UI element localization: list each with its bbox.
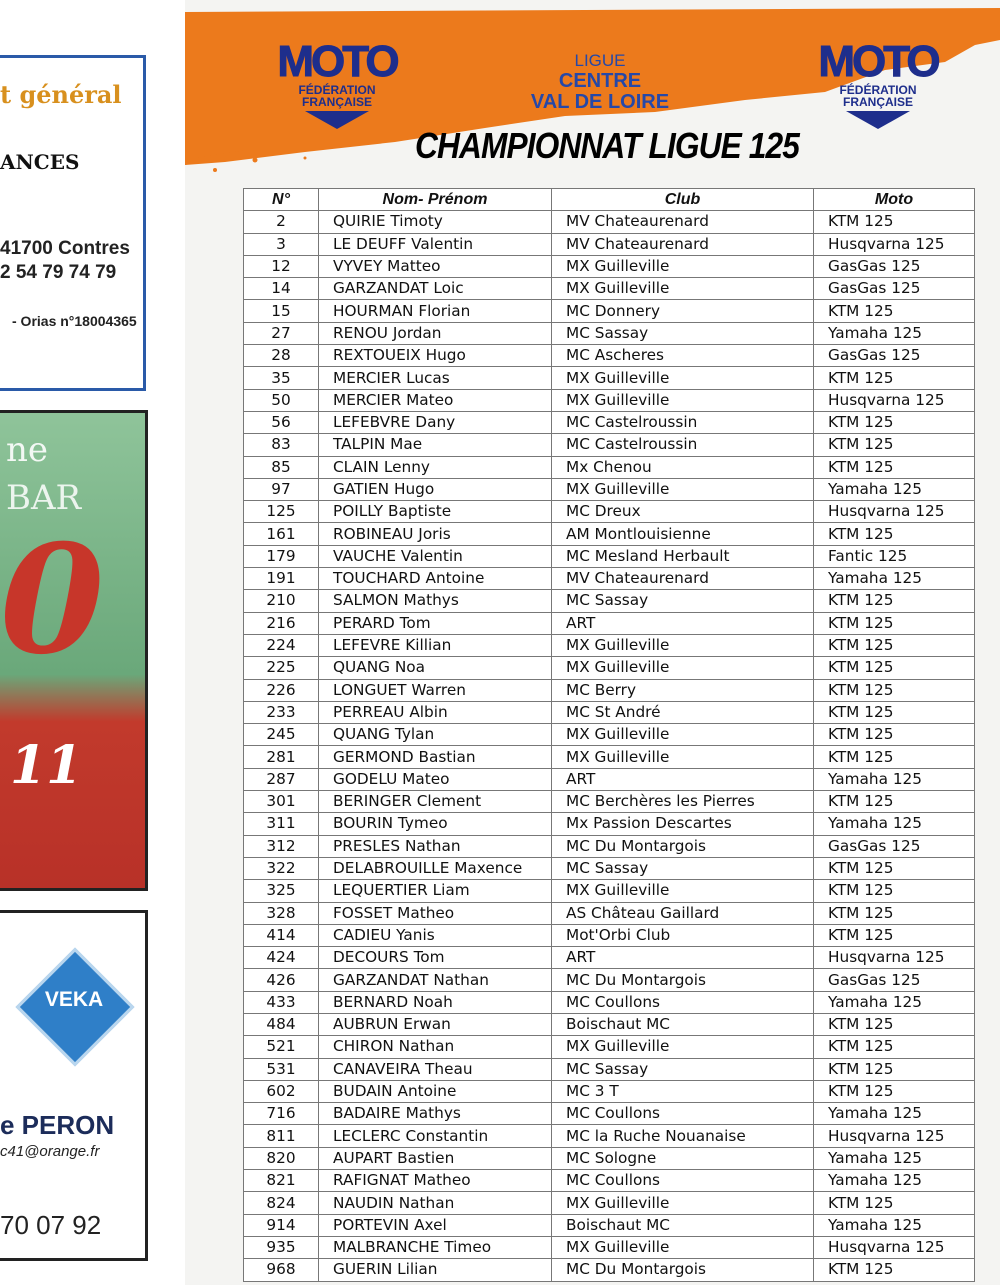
table-row — [244, 1013, 975, 1035]
ffm-logo-right-moto: MOTO — [818, 37, 938, 86]
rider-name: BOURIN Tymeo — [319, 813, 552, 835]
page-title: CHAMPIONNAT LIGUE 125 — [415, 125, 800, 166]
rider-moto: KTM 125 — [814, 1080, 975, 1102]
rider-moto: GasGas 125 — [814, 835, 975, 857]
table-row — [244, 634, 975, 656]
rider-moto: Husqvarna 125 — [814, 233, 975, 255]
ad-veka-name: e PERON — [0, 1110, 115, 1140]
table-row — [244, 322, 975, 344]
rider-moto: KTM 125 — [814, 724, 975, 746]
rider-moto: KTM 125 — [814, 791, 975, 813]
rider-moto: KTM 125 — [814, 523, 975, 545]
rider-club: MC Sologne — [552, 1147, 814, 1169]
rider-moto: Husqvarna 125 — [814, 501, 975, 523]
ad-insurance-title: t général — [0, 80, 122, 109]
rider-name: NAUDIN Nathan — [319, 1192, 552, 1214]
adjacent-page-ads — [0, 0, 185, 1285]
rider-moto: KTM 125 — [814, 367, 975, 389]
rider-number: 210 — [244, 590, 319, 612]
rider-moto: KTM 125 — [814, 1013, 975, 1035]
rider-moto: Yamaha 125 — [814, 1103, 975, 1125]
rider-club: MX Guilleville — [552, 657, 814, 679]
ad-insurance-orias: - Orias n°18004365 — [12, 313, 137, 329]
table-row — [244, 456, 975, 478]
rider-club: MC la Ruche Nouanaise — [552, 1125, 814, 1147]
rider-club: MC Coullons — [552, 1103, 814, 1125]
ad-bar-line2: BAR — [6, 478, 82, 518]
table-body — [244, 211, 975, 1281]
rider-club: MX Guilleville — [552, 478, 814, 500]
rider-moto: Yamaha 125 — [814, 568, 975, 590]
rider-name: DELABROUILLE Maxence — [319, 857, 552, 879]
rider-name: BADAIRE Mathys — [319, 1103, 552, 1125]
table-row — [244, 367, 975, 389]
rider-club: MC Coullons — [552, 991, 814, 1013]
rider-number: 968 — [244, 1259, 319, 1281]
table-row — [244, 902, 975, 924]
rider-number: 3 — [244, 233, 319, 255]
rider-number: 97 — [244, 478, 319, 500]
rider-name: LONGUET Warren — [319, 679, 552, 701]
table-row — [244, 924, 975, 946]
table-row — [244, 1147, 975, 1169]
rider-moto: KTM 125 — [814, 924, 975, 946]
rider-club: Mot'Orbi Club — [552, 924, 814, 946]
rider-club: MC Berchères les Pierres — [552, 791, 814, 813]
rider-club: ART — [552, 612, 814, 634]
rider-club: ART — [552, 768, 814, 790]
rider-moto: KTM 125 — [814, 1036, 975, 1058]
rider-name: LECLERC Constantin — [319, 1125, 552, 1147]
table-row — [244, 947, 975, 969]
rider-name: LE DEUFF Valentin — [319, 233, 552, 255]
ad-bar-day: 11 — [10, 735, 83, 796]
rider-name: VAUCHE Valentin — [319, 545, 552, 567]
rider-club: MX Guilleville — [552, 1236, 814, 1258]
table-row — [244, 1192, 975, 1214]
table-row — [244, 1103, 975, 1125]
header-name: Nom- Prénom — [319, 189, 552, 211]
rider-name: SALMON Mathys — [319, 590, 552, 612]
rider-moto: Husqvarna 125 — [814, 1236, 975, 1258]
rider-club: MC Sassay — [552, 857, 814, 879]
table-row — [244, 679, 975, 701]
rider-name: CHIRON Nathan — [319, 1036, 552, 1058]
table-row — [244, 724, 975, 746]
rider-moto: KTM 125 — [814, 746, 975, 768]
rider-name: MERCIER Lucas — [319, 367, 552, 389]
rider-moto: KTM 125 — [814, 612, 975, 634]
table-row — [244, 1259, 975, 1281]
rider-number: 85 — [244, 456, 319, 478]
rider-number: 12 — [244, 255, 319, 277]
header-club: Club — [552, 189, 814, 211]
rider-moto: KTM 125 — [814, 902, 975, 924]
ffm-chevron-icon — [305, 111, 369, 129]
rider-number: 14 — [244, 278, 319, 300]
table-row — [244, 1058, 975, 1080]
rider-name: PRESLES Nathan — [319, 835, 552, 857]
rider-moto: KTM 125 — [814, 857, 975, 879]
table-row — [244, 300, 975, 322]
table-row — [244, 1170, 975, 1192]
ffm-logo-right-francaise: FRANÇAISE — [842, 95, 913, 109]
table-header-row — [244, 189, 975, 211]
rider-club: Boischaut MC — [552, 1013, 814, 1035]
ffm-chevron-icon — [846, 111, 910, 129]
table-row — [244, 411, 975, 433]
table-row — [244, 612, 975, 634]
rider-moto: GasGas 125 — [814, 278, 975, 300]
rider-number: 935 — [244, 1236, 319, 1258]
rider-name: GODELU Mateo — [319, 768, 552, 790]
rider-name: BUDAIN Antoine — [319, 1080, 552, 1102]
rider-club: Mx Chenou — [552, 456, 814, 478]
rider-name: MALBRANCHE Timeo — [319, 1236, 552, 1258]
header-moto: Moto — [814, 189, 975, 211]
rider-club: MX Guilleville — [552, 389, 814, 411]
rider-moto: KTM 125 — [814, 1259, 975, 1281]
rider-name: LEFEVRE Killian — [319, 634, 552, 656]
ad-insurance-phone: 2 54 79 74 79 — [0, 262, 117, 283]
rider-club: MC 3 T — [552, 1080, 814, 1102]
ad-insurance-subtitle: ANCES — [0, 150, 80, 174]
table-row — [244, 389, 975, 411]
rider-club: AM Montlouisienne — [552, 523, 814, 545]
rider-name: QUANG Noa — [319, 657, 552, 679]
rider-club: MX Guilleville — [552, 1036, 814, 1058]
rider-number: 426 — [244, 969, 319, 991]
rider-name: ROBINEAU Joris — [319, 523, 552, 545]
rider-club: MC Berry — [552, 679, 814, 701]
table-row — [244, 523, 975, 545]
rider-number: 312 — [244, 835, 319, 857]
rider-number: 433 — [244, 991, 319, 1013]
rider-moto: KTM 125 — [814, 880, 975, 902]
ffm-logo-right-federation: FÉDÉRATION — [839, 83, 917, 97]
rider-number: 35 — [244, 367, 319, 389]
rider-club: MX Guilleville — [552, 278, 814, 300]
rider-moto: KTM 125 — [814, 411, 975, 433]
rider-club: MX Guilleville — [552, 880, 814, 902]
rider-club: ART — [552, 947, 814, 969]
rider-name: CADIEU Yanis — [319, 924, 552, 946]
header-number: N° — [244, 189, 319, 211]
ligue-line1: LIGUE — [574, 51, 626, 70]
table-row — [244, 545, 975, 567]
table-row — [244, 568, 975, 590]
rider-club: MC Mesland Herbault — [552, 545, 814, 567]
rider-number: 216 — [244, 612, 319, 634]
rider-moto: GasGas 125 — [814, 345, 975, 367]
table-row — [244, 1236, 975, 1258]
rider-number: 179 — [244, 545, 319, 567]
table-row — [244, 478, 975, 500]
rider-moto: Yamaha 125 — [814, 813, 975, 835]
rider-name: VYVEY Matteo — [319, 255, 552, 277]
table-row — [244, 746, 975, 768]
ffm-logo-left-federation: FÉDÉRATION — [298, 83, 376, 97]
rider-moto: Husqvarna 125 — [814, 389, 975, 411]
rider-number: 521 — [244, 1036, 319, 1058]
rider-number: 50 — [244, 389, 319, 411]
rider-moto: Husqvarna 125 — [814, 947, 975, 969]
table-row — [244, 501, 975, 523]
table-row — [244, 1125, 975, 1147]
ad-bar-big-number: 0 — [0, 512, 105, 688]
rider-name: LEFEBVRE Dany — [319, 411, 552, 433]
table-row — [244, 233, 975, 255]
rider-name: GUERIN Lilian — [319, 1259, 552, 1281]
rider-number: 531 — [244, 1058, 319, 1080]
rider-number: 325 — [244, 880, 319, 902]
rider-number: 716 — [244, 1103, 319, 1125]
rider-name: GARZANDAT Loic — [319, 278, 552, 300]
table-row — [244, 768, 975, 790]
rider-club: MC Donnery — [552, 300, 814, 322]
ad-veka-phone: 70 07 92 — [0, 1210, 102, 1240]
table-row — [244, 255, 975, 277]
rider-name: MERCIER Mateo — [319, 389, 552, 411]
rider-number: 424 — [244, 947, 319, 969]
rider-name: AUBRUN Erwan — [319, 1013, 552, 1035]
rider-moto: GasGas 125 — [814, 969, 975, 991]
rider-club: MX Guilleville — [552, 1192, 814, 1214]
rider-number: 311 — [244, 813, 319, 835]
table-row — [244, 345, 975, 367]
rider-number: 322 — [244, 857, 319, 879]
rider-club: MV Chateaurenard — [552, 233, 814, 255]
rider-name: LEQUERTIER Liam — [319, 880, 552, 902]
rider-number: 226 — [244, 679, 319, 701]
rider-moto: Yamaha 125 — [814, 322, 975, 344]
rider-moto: KTM 125 — [814, 1058, 975, 1080]
rider-club: MC Du Montargois — [552, 969, 814, 991]
ad-veka-email: c41@orange.fr — [0, 1143, 100, 1160]
rider-name: POILLY Baptiste — [319, 501, 552, 523]
rider-name: BERINGER Clement — [319, 791, 552, 813]
rider-number: 224 — [244, 634, 319, 656]
rider-moto: KTM 125 — [814, 679, 975, 701]
ffm-logo-right — [812, 37, 944, 129]
ad-insurance-city: 41700 Contres — [0, 238, 130, 259]
rider-club: AS Château Gaillard — [552, 902, 814, 924]
veka-logo-text: VEKA — [44, 988, 104, 1011]
rider-name: FOSSET Matheo — [319, 902, 552, 924]
rider-moto: Yamaha 125 — [814, 1170, 975, 1192]
table-row — [244, 880, 975, 902]
ligue-line2: CENTRE — [558, 70, 642, 92]
table-row — [244, 991, 975, 1013]
rider-number: 820 — [244, 1147, 319, 1169]
riders-table — [243, 188, 975, 1282]
rider-number: 125 — [244, 501, 319, 523]
rider-number: 15 — [244, 300, 319, 322]
rider-number: 484 — [244, 1013, 319, 1035]
rider-club: Boischaut MC — [552, 1214, 814, 1236]
rider-moto: Yamaha 125 — [814, 1147, 975, 1169]
rider-club: MV Chateaurenard — [552, 568, 814, 590]
ligue-line3: VAL DE LOIRE — [530, 91, 670, 113]
rider-club: MC Castelroussin — [552, 411, 814, 433]
rider-club: MX Guilleville — [552, 746, 814, 768]
rider-club: MC Du Montargois — [552, 835, 814, 857]
rider-club: MC Du Montargois — [552, 1259, 814, 1281]
table-row — [244, 434, 975, 456]
table-row — [244, 857, 975, 879]
table-row — [244, 791, 975, 813]
rider-moto: KTM 125 — [814, 456, 975, 478]
table-row — [244, 590, 975, 612]
rider-number: 56 — [244, 411, 319, 433]
rider-name: TALPIN Mae — [319, 434, 552, 456]
rider-number: 233 — [244, 701, 319, 723]
rider-number: 27 — [244, 322, 319, 344]
ffm-logo-left — [272, 37, 402, 129]
rider-moto: Yamaha 125 — [814, 991, 975, 1013]
rider-number: 245 — [244, 724, 319, 746]
rider-number: 281 — [244, 746, 319, 768]
rider-club: Mx Passion Descartes — [552, 813, 814, 835]
rider-club: MC Sassay — [552, 1058, 814, 1080]
rider-name: DECOURS Tom — [319, 947, 552, 969]
rider-club: MX Guilleville — [552, 367, 814, 389]
rider-name: PERARD Tom — [319, 612, 552, 634]
rider-club: MC Dreux — [552, 501, 814, 523]
rider-number: 824 — [244, 1192, 319, 1214]
rider-number: 301 — [244, 791, 319, 813]
ligue-centre-logo — [525, 50, 675, 113]
rider-moto: KTM 125 — [814, 434, 975, 456]
ffm-logo-left-francaise: FRANÇAISE — [301, 95, 372, 109]
rider-number: 914 — [244, 1214, 319, 1236]
rider-club: MC St André — [552, 701, 814, 723]
rider-number: 28 — [244, 345, 319, 367]
rider-number: 414 — [244, 924, 319, 946]
rider-moto: KTM 125 — [814, 211, 975, 233]
table-row — [244, 657, 975, 679]
rider-moto: Fantic 125 — [814, 545, 975, 567]
table-row — [244, 969, 975, 991]
rider-name: QUIRIE Timoty — [319, 211, 552, 233]
rider-name: BERNARD Noah — [319, 991, 552, 1013]
rider-name: PERREAU Albin — [319, 701, 552, 723]
rider-name: GERMOND Bastian — [319, 746, 552, 768]
rider-number: 2 — [244, 211, 319, 233]
rider-club: MC Sassay — [552, 322, 814, 344]
rider-number: 602 — [244, 1080, 319, 1102]
rider-club: MC Ascheres — [552, 345, 814, 367]
rider-name: AUPART Bastien — [319, 1147, 552, 1169]
rider-name: CLAIN Lenny — [319, 456, 552, 478]
rider-name: PORTEVIN Axel — [319, 1214, 552, 1236]
table-row — [244, 1036, 975, 1058]
rider-number: 83 — [244, 434, 319, 456]
rider-club: MV Chateaurenard — [552, 211, 814, 233]
rider-number: 821 — [244, 1170, 319, 1192]
rider-club: MC Castelroussin — [552, 434, 814, 456]
rider-club: MX Guilleville — [552, 255, 814, 277]
rider-name: REXTOUEIX Hugo — [319, 345, 552, 367]
rider-moto: KTM 125 — [814, 590, 975, 612]
table-row — [244, 1214, 975, 1236]
rider-club: MC Sassay — [552, 590, 814, 612]
rider-moto: KTM 125 — [814, 657, 975, 679]
rider-number: 161 — [244, 523, 319, 545]
rider-moto: Yamaha 125 — [814, 768, 975, 790]
rider-moto: KTM 125 — [814, 634, 975, 656]
rider-moto: Husqvarna 125 — [814, 1125, 975, 1147]
rider-moto: KTM 125 — [814, 300, 975, 322]
rider-name: GARZANDAT Nathan — [319, 969, 552, 991]
rider-club: MX Guilleville — [552, 634, 814, 656]
rider-number: 191 — [244, 568, 319, 590]
rider-moto: Yamaha 125 — [814, 478, 975, 500]
rider-moto: KTM 125 — [814, 1192, 975, 1214]
rider-name: CANAVEIRA Theau — [319, 1058, 552, 1080]
rider-name: GATIEN Hugo — [319, 478, 552, 500]
rider-moto: KTM 125 — [814, 701, 975, 723]
rider-number: 287 — [244, 768, 319, 790]
rider-moto: GasGas 125 — [814, 255, 975, 277]
rider-number: 225 — [244, 657, 319, 679]
rider-club: MX Guilleville — [552, 724, 814, 746]
rider-name: HOURMAN Florian — [319, 300, 552, 322]
rider-number: 811 — [244, 1125, 319, 1147]
ffm-logo-left-moto: MOTO — [277, 37, 397, 86]
rider-name: RENOU Jordan — [319, 322, 552, 344]
ad-bar-line1: ne — [6, 430, 49, 470]
table-row — [244, 1080, 975, 1102]
rider-moto: Yamaha 125 — [814, 1214, 975, 1236]
rider-number: 328 — [244, 902, 319, 924]
table-row — [244, 278, 975, 300]
rider-name: QUANG Tylan — [319, 724, 552, 746]
rider-club: MC Coullons — [552, 1170, 814, 1192]
rider-name: TOUCHARD Antoine — [319, 568, 552, 590]
rider-name: RAFIGNAT Matheo — [319, 1170, 552, 1192]
table-row — [244, 701, 975, 723]
table-row — [244, 211, 975, 233]
table-row — [244, 813, 975, 835]
table-row — [244, 835, 975, 857]
